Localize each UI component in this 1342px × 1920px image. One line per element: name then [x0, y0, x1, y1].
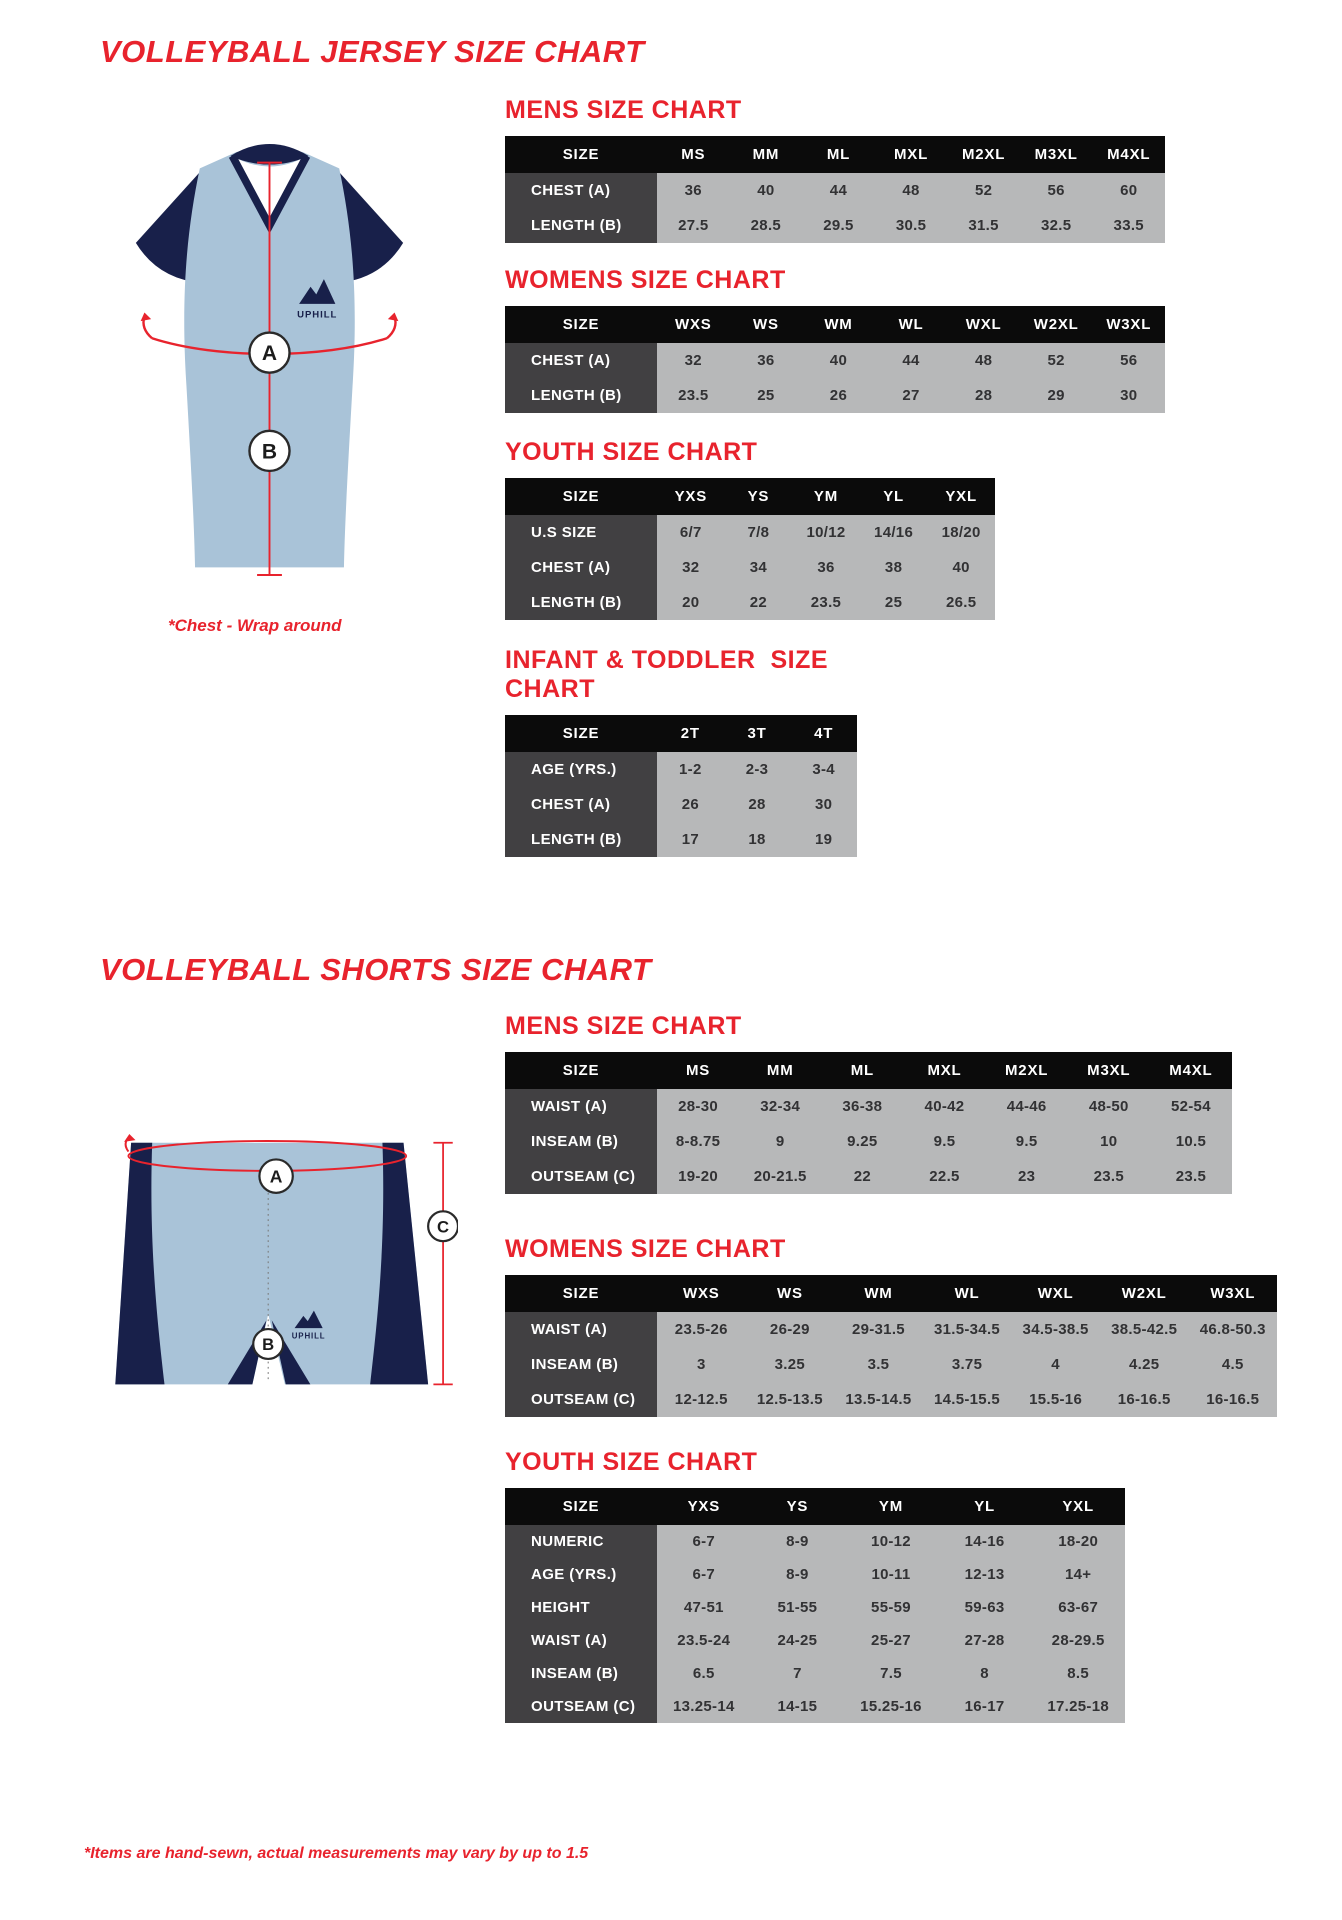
size-value: 32: [657, 550, 725, 585]
size-value: 52-54: [1150, 1089, 1232, 1124]
size-value: 20: [657, 585, 725, 620]
table-row: [505, 1089, 1232, 1124]
size-value: 7/8: [725, 515, 793, 550]
size-value: 8-9: [751, 1525, 845, 1558]
size-value: 3: [657, 1347, 746, 1382]
size-value: 23.5: [792, 585, 860, 620]
row-label: INSEAM (B): [505, 1657, 657, 1690]
size-value: 28-30: [657, 1089, 739, 1124]
table-header-row: [505, 715, 857, 752]
size-value: 28: [947, 378, 1020, 413]
size-value: 40: [730, 173, 803, 208]
svg-text:A: A: [269, 1166, 283, 1187]
size-value: 9.5: [986, 1124, 1068, 1159]
shorts-womens-chart: [505, 1235, 1277, 1417]
column-header: YXS: [674, 488, 707, 505]
svg-text:B: B: [261, 440, 278, 464]
column-header: YM: [878, 1498, 904, 1515]
size-value: 34.5-38.5: [1011, 1312, 1100, 1347]
size-value: 22: [725, 585, 793, 620]
size-value: 25: [860, 585, 928, 620]
row-label: HEIGHT: [505, 1591, 657, 1624]
size-column-header: SIZE: [562, 1285, 600, 1302]
size-value: 24-25: [751, 1624, 845, 1657]
size-value: 14+: [1031, 1558, 1125, 1591]
table-row: [505, 1525, 1125, 1558]
row-label: LENGTH (B): [505, 585, 657, 620]
column-header: YL: [883, 488, 904, 505]
column-header: WL: [954, 1285, 980, 1302]
footer-note: *Items are hand-sewn, actual measurements may vary by up to 1.5: [84, 1845, 589, 1862]
column-header: MS: [681, 146, 706, 163]
shorts-mens-table: [505, 1052, 1232, 1194]
size-value: 20-21.5: [739, 1159, 821, 1194]
column-header: WM: [824, 316, 853, 333]
column-header: MM: [752, 146, 780, 163]
size-value: 26.5: [927, 585, 995, 620]
size-value: 19: [790, 822, 857, 857]
size-value: 6/7: [657, 515, 725, 550]
size-value: 40-42: [903, 1089, 985, 1124]
size-value: 14.5-15.5: [923, 1382, 1012, 1417]
table-row: [505, 1624, 1125, 1657]
size-value: 28: [724, 787, 791, 822]
jersey-mens-table: [505, 136, 1165, 243]
table-row: [505, 822, 857, 857]
row-label: AGE (YRS.): [505, 752, 657, 787]
svg-text:UPHILL: UPHILL: [291, 1331, 326, 1341]
table-row: [505, 1159, 1232, 1194]
row-label: LENGTH (B): [505, 378, 657, 413]
measure-b-marker: [249, 431, 289, 471]
table-row: [505, 1690, 1125, 1723]
row-label: CHEST (A): [505, 787, 657, 822]
table-header-row: [505, 478, 995, 515]
column-header: MM: [766, 1062, 794, 1079]
size-value: 17.25-18: [1031, 1690, 1125, 1723]
table-row: [505, 1382, 1277, 1417]
size-value: 3-4: [790, 752, 857, 787]
shorts-youth-table: [505, 1488, 1125, 1723]
column-header: YL: [974, 1498, 995, 1515]
column-header: YM: [813, 488, 839, 505]
column-header: MXL: [927, 1062, 962, 1079]
column-header: M2XL: [1005, 1062, 1049, 1079]
size-value: 48: [947, 343, 1020, 378]
size-value: 26: [657, 787, 724, 822]
shorts-mens-chart-title: MENS SIZE CHART: [505, 1012, 742, 1040]
size-value: 30.5: [875, 208, 948, 243]
size-value: 31.5: [947, 208, 1020, 243]
column-header: M3XL: [1034, 146, 1078, 163]
size-value: 36-38: [821, 1089, 903, 1124]
size-value: 14-16: [938, 1525, 1032, 1558]
column-header: MS: [686, 1062, 711, 1079]
column-header: YXL: [945, 488, 977, 505]
svg-text:A: A: [261, 342, 278, 366]
measure-a-marker-shorts: [259, 1159, 292, 1192]
size-value: 16-16.5: [1188, 1382, 1277, 1417]
size-value: 29: [1020, 378, 1093, 413]
table-header-row: [505, 306, 1165, 343]
row-label: CHEST (A): [505, 343, 657, 378]
row-label: CHEST (A): [505, 550, 657, 585]
column-header: 4T: [814, 725, 834, 742]
table-header-row: [505, 1052, 1232, 1089]
row-label: OUTSEAM (C): [505, 1159, 657, 1194]
size-value: 6.5: [657, 1657, 751, 1690]
column-header: ML: [826, 146, 851, 163]
infant-toddler-table: [505, 715, 857, 857]
size-value: 23.5: [1150, 1159, 1232, 1194]
size-value: 28-29.5: [1031, 1624, 1125, 1657]
measure-a-marker: [249, 333, 289, 373]
row-label: NUMERIC: [505, 1525, 657, 1558]
size-value: 29-31.5: [834, 1312, 923, 1347]
table-header-row: [505, 136, 1165, 173]
size-value: 56: [1020, 173, 1093, 208]
size-value: 46.8-50.3: [1188, 1312, 1277, 1347]
size-value: 6-7: [657, 1558, 751, 1591]
column-header: MXL: [893, 146, 929, 163]
svg-text:B: B: [262, 1335, 275, 1355]
table-header-row: [505, 1275, 1277, 1312]
column-header: YXS: [687, 1498, 720, 1515]
size-value: 14/16: [860, 515, 928, 550]
column-header: WS: [752, 316, 779, 333]
jersey-youth-chart: [505, 438, 995, 620]
size-value: 48-50: [1068, 1089, 1150, 1124]
table-row: [505, 1312, 1277, 1347]
row-label: WAIST (A): [505, 1089, 657, 1124]
size-value: 9.25: [821, 1124, 903, 1159]
size-value: 29.5: [802, 208, 875, 243]
jersey-illustration: [112, 130, 427, 600]
size-value: 32.5: [1020, 208, 1093, 243]
size-value: 3.75: [923, 1347, 1012, 1382]
shorts-youth-chart-title: YOUTH SIZE CHART: [505, 1448, 758, 1476]
shorts-illustration: [103, 1112, 458, 1402]
jersey-page-title: VOLLEYBALL JERSEY SIZE CHART: [100, 34, 645, 69]
shorts-page-title: VOLLEYBALL SHORTS SIZE CHART: [100, 952, 652, 987]
svg-text:UPHILL: UPHILL: [297, 309, 338, 321]
infant-toddler-chart: [505, 646, 857, 857]
column-header: M3XL: [1087, 1062, 1131, 1079]
row-label: LENGTH (B): [505, 208, 657, 243]
size-value: 59-63: [938, 1591, 1032, 1624]
size-value: 44: [875, 343, 948, 378]
size-value: 52: [1020, 343, 1093, 378]
jersey-womens-chart: [505, 266, 1165, 413]
size-value: 36: [730, 343, 803, 378]
size-value: 10-11: [844, 1558, 938, 1591]
size-value: 4.5: [1188, 1347, 1277, 1382]
row-label: WAIST (A): [505, 1312, 657, 1347]
size-value: 18/20: [927, 515, 995, 550]
size-column-header: SIZE: [562, 725, 600, 742]
size-value: 8-9: [751, 1558, 845, 1591]
row-label: WAIST (A): [505, 1624, 657, 1657]
size-value: 32: [657, 343, 730, 378]
measure-c-marker: [428, 1211, 458, 1241]
column-header: M2XL: [961, 146, 1006, 163]
jersey-mens-chart-title: MENS SIZE CHART: [505, 96, 742, 124]
size-value: 19-20: [657, 1159, 739, 1194]
shorts-mens-chart: [505, 1012, 1232, 1194]
table-row: [505, 515, 995, 550]
size-value: 22.5: [903, 1159, 985, 1194]
size-value: 56: [1092, 343, 1165, 378]
size-value: 28.5: [730, 208, 803, 243]
column-header: 2T: [680, 725, 700, 742]
column-header: WL: [898, 316, 924, 333]
size-value: 12-13: [938, 1558, 1032, 1591]
column-header: W2XL: [1121, 1285, 1167, 1302]
shorts-graphic: [103, 1112, 458, 1402]
table-row: [505, 787, 857, 822]
size-value: 3.5: [834, 1347, 923, 1382]
size-value: 44-46: [986, 1089, 1068, 1124]
size-value: 4: [1011, 1347, 1100, 1382]
table-row: [505, 1657, 1125, 1690]
size-value: 15.25-16: [844, 1690, 938, 1723]
jersey-womens-chart-title: WOMENS SIZE CHART: [505, 266, 786, 294]
table-row: [505, 752, 857, 787]
jersey-womens-table: [505, 306, 1165, 413]
svg-text:C: C: [437, 1217, 450, 1237]
size-value: 31.5-34.5: [923, 1312, 1012, 1347]
table-row: [505, 208, 1165, 243]
size-value: 7.5: [844, 1657, 938, 1690]
size-value: 30: [1092, 378, 1165, 413]
shorts-womens-table: [505, 1275, 1277, 1417]
column-header: WXL: [1037, 1285, 1074, 1302]
size-value: 23: [986, 1159, 1068, 1194]
size-value: 26: [802, 378, 875, 413]
size-value: 23.5: [657, 378, 730, 413]
size-value: 25: [730, 378, 803, 413]
row-label: AGE (YRS.): [505, 1558, 657, 1591]
column-header: W3XL: [1106, 316, 1152, 333]
column-header: W2XL: [1033, 316, 1079, 333]
size-value: 23.5-26: [657, 1312, 746, 1347]
size-value: 30: [790, 787, 857, 822]
column-header: WXS: [683, 1285, 720, 1302]
table-row: [505, 550, 995, 585]
size-value: 27: [875, 378, 948, 413]
size-column-header: SIZE: [562, 488, 600, 505]
size-value: 6-7: [657, 1525, 751, 1558]
size-value: 32-34: [739, 1089, 821, 1124]
size-value: 12-12.5: [657, 1382, 746, 1417]
size-value: 23.5: [1068, 1159, 1150, 1194]
size-value: 8: [938, 1657, 1032, 1690]
size-value: 8.5: [1031, 1657, 1125, 1690]
size-value: 10/12: [792, 515, 860, 550]
size-value: 17: [657, 822, 724, 857]
column-header: ML: [850, 1062, 874, 1079]
size-value: 47-51: [657, 1591, 751, 1624]
size-column-header: SIZE: [562, 146, 600, 163]
column-header: YS: [786, 1498, 809, 1515]
size-value: 27.5: [657, 208, 730, 243]
table-row: [505, 1124, 1232, 1159]
size-value: 14-15: [751, 1690, 845, 1723]
size-value: 8-8.75: [657, 1124, 739, 1159]
row-label: INSEAM (B): [505, 1347, 657, 1382]
size-value: 63-67: [1031, 1591, 1125, 1624]
size-value: 36: [657, 173, 730, 208]
row-label: OUTSEAM (C): [505, 1690, 657, 1723]
size-value: 40: [802, 343, 875, 378]
size-value: 18: [724, 822, 791, 857]
jersey-graphic: [112, 130, 427, 600]
size-value: 27-28: [938, 1624, 1032, 1657]
column-header: 3T: [747, 725, 767, 742]
column-header: WXS: [675, 316, 712, 333]
size-value: 12.5-13.5: [746, 1382, 835, 1417]
column-header: WM: [864, 1285, 893, 1302]
column-header: YXL: [1062, 1498, 1094, 1515]
size-value: 9.5: [903, 1124, 985, 1159]
infant-toddler-chart-title: INFANT & TODDLER SIZE CHART: [505, 646, 836, 703]
size-value: 16-16.5: [1100, 1382, 1189, 1417]
jersey-mens-chart: [505, 96, 1165, 243]
size-value: 38.5-42.5: [1100, 1312, 1189, 1347]
jersey-youth-table: [505, 478, 995, 620]
column-header: WS: [776, 1285, 803, 1302]
table-row: [505, 1347, 1277, 1382]
column-header: WXL: [965, 316, 1002, 333]
table-row: [505, 585, 995, 620]
chest-note: *Chest - Wrap around: [168, 616, 342, 635]
size-value: 33.5: [1092, 208, 1165, 243]
size-value: 15.5-16: [1011, 1382, 1100, 1417]
row-label: INSEAM (B): [505, 1124, 657, 1159]
row-label: U.S SIZE: [505, 515, 657, 550]
table-row: [505, 1591, 1125, 1624]
size-value: 36: [792, 550, 860, 585]
size-value: 60: [1092, 173, 1165, 208]
size-value: 10: [1068, 1124, 1150, 1159]
size-value: 38: [860, 550, 928, 585]
size-column-header: SIZE: [562, 1498, 600, 1515]
size-value: 55-59: [844, 1591, 938, 1624]
table-header-row: [505, 1488, 1125, 1525]
size-value: 25-27: [844, 1624, 938, 1657]
shorts-womens-chart-title: WOMENS SIZE CHART: [505, 1235, 786, 1263]
size-value: 3.25: [746, 1347, 835, 1382]
column-header: YS: [747, 488, 770, 505]
size-value: 10.5: [1150, 1124, 1232, 1159]
size-value: 13.5-14.5: [834, 1382, 923, 1417]
size-value: 48: [875, 173, 948, 208]
measure-b-marker-shorts: [253, 1329, 283, 1359]
row-label: OUTSEAM (C): [505, 1382, 657, 1417]
size-value: 26-29: [746, 1312, 835, 1347]
size-value: 51-55: [751, 1591, 845, 1624]
size-value: 9: [739, 1124, 821, 1159]
row-label: LENGTH (B): [505, 822, 657, 857]
size-value: 23.5-24: [657, 1624, 751, 1657]
table-row: [505, 378, 1165, 413]
size-value: 2-3: [724, 752, 791, 787]
size-value: 16-17: [938, 1690, 1032, 1723]
size-value: 34: [725, 550, 793, 585]
size-column-header: SIZE: [562, 1062, 600, 1079]
size-value: 40: [927, 550, 995, 585]
size-value: 18-20: [1031, 1525, 1125, 1558]
column-header: W3XL: [1210, 1285, 1256, 1302]
size-value: 13.25-14: [657, 1690, 751, 1723]
row-label: CHEST (A): [505, 173, 657, 208]
outseam-measure-line: [433, 1143, 452, 1385]
size-value: 10-12: [844, 1525, 938, 1558]
size-value: 44: [802, 173, 875, 208]
size-value: 1-2: [657, 752, 724, 787]
size-column-header: SIZE: [562, 316, 600, 333]
table-row: [505, 1558, 1125, 1591]
size-value: 22: [821, 1159, 903, 1194]
table-row: [505, 343, 1165, 378]
column-header: M4XL: [1169, 1062, 1213, 1079]
jersey-youth-chart-title: YOUTH SIZE CHART: [505, 438, 758, 466]
table-row: [505, 173, 1165, 208]
shorts-youth-chart: [505, 1448, 1125, 1723]
size-value: 4.25: [1100, 1347, 1189, 1382]
size-value: 7: [751, 1657, 845, 1690]
column-header: M4XL: [1107, 146, 1151, 163]
size-value: 52: [947, 173, 1020, 208]
